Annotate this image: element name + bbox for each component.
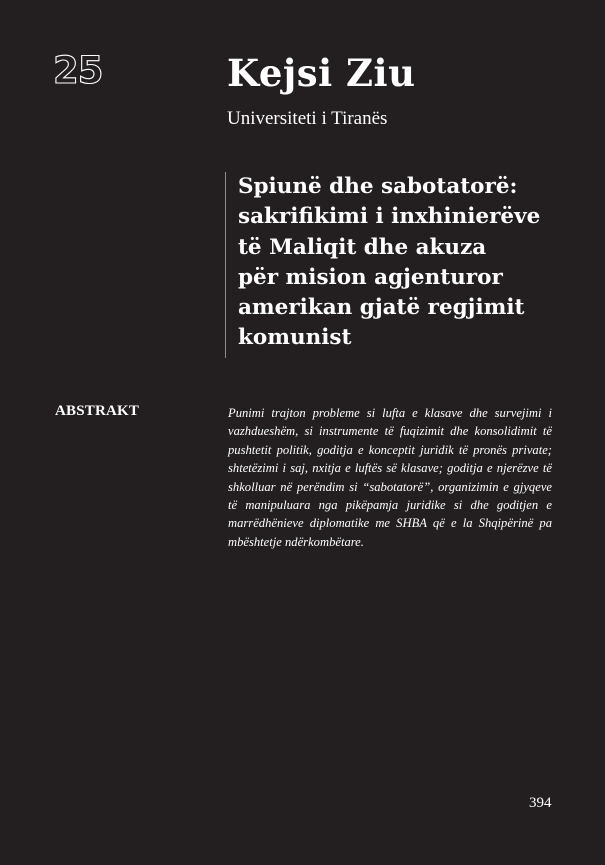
chapter-number: 25 (53, 49, 103, 92)
title-line: sakrifikimi i inxhinierëve (238, 204, 541, 230)
abstract-text (228, 404, 552, 551)
abstract-line: mbështetje ndërkombëtare. (228, 534, 364, 549)
page-number: 394 (529, 795, 552, 811)
title-vertical-rule (225, 172, 226, 358)
title-line: të Maliqit dhe akuza (238, 234, 487, 260)
abstract-heading: ABSTRAKT (55, 403, 140, 419)
abstract-line: Punimi trajton probleme si lufta e klasave dhe survejimi i (228, 406, 552, 420)
title-line: Spiunë dhe sabotatorë: (238, 174, 518, 199)
abstract-line: shtetëzimi i saj, nxitja e luftës së klasave; goditja e njerëzve të (228, 461, 552, 476)
author-affiliation: Universiteti i Tiranës (227, 108, 388, 129)
chapter-title (238, 172, 578, 354)
abstract-line: marrëdhënieve diplomatike me SHBA që e la Shqipërinë pa (228, 516, 552, 531)
abstract-line: vazhdueshëm, si instrumente të fuqizimit dhe konsolidimit të (228, 424, 552, 439)
author-name: Kejsi Ziu (227, 51, 416, 95)
title-line: për mision agjenturor (238, 264, 503, 290)
abstract-line: pushtetit politik, goditja e konceptit juridik të pronës private; (228, 442, 552, 457)
title-line: amerikan gjatë regjimit (238, 295, 525, 321)
abstract-line: të manipuluara nga pikëpamja juridike si dhe goditjen e (228, 498, 552, 513)
abstract-line: shkolluar në perëndim si “sabotatorë”, organizimin e gjyqeve (228, 479, 552, 494)
title-line: komunist (238, 325, 352, 351)
